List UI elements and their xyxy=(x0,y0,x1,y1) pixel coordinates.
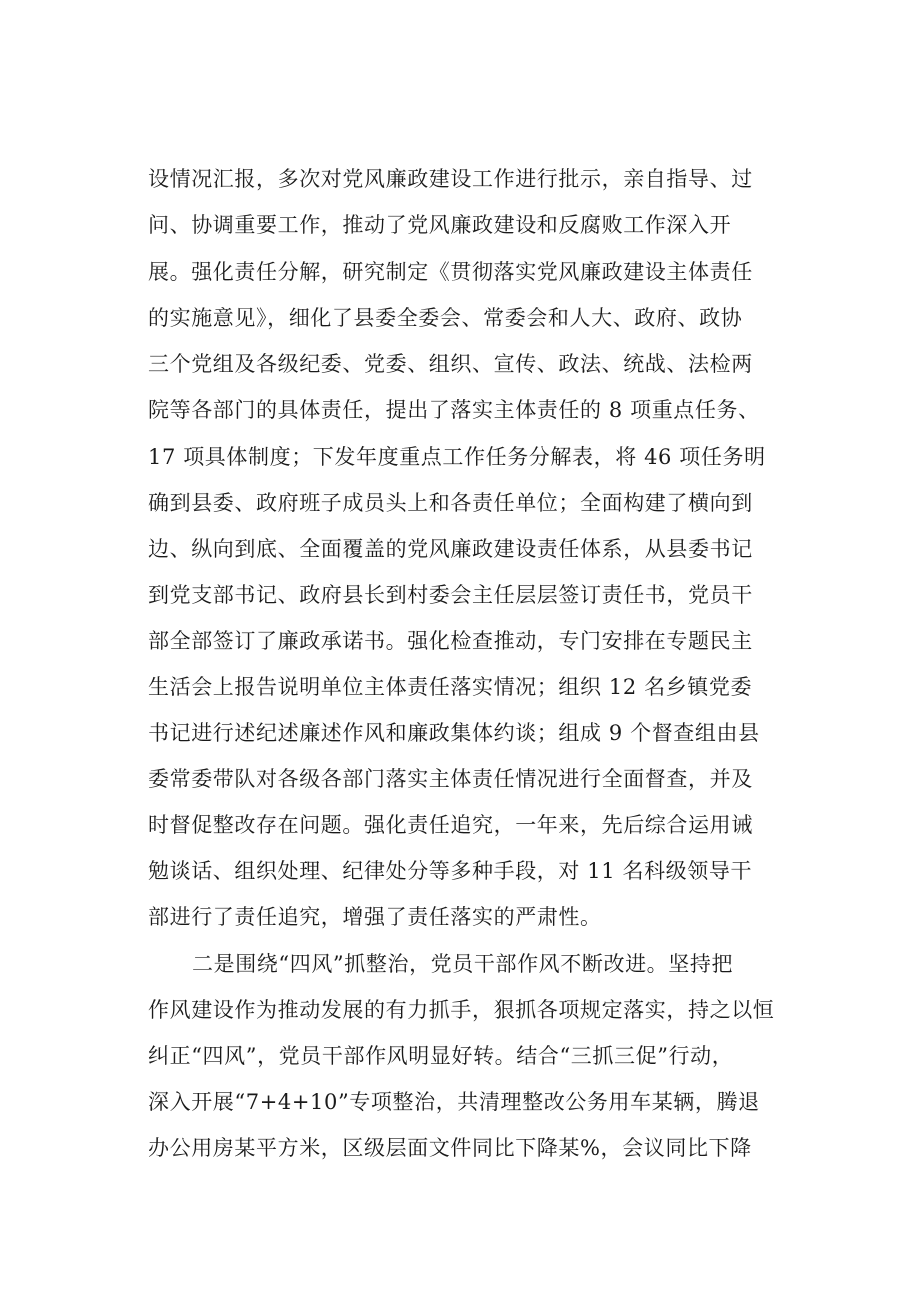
paragraph-1-line-9: 边、纵向到底、全面覆盖的党风廉政建设责任体系，从县委书记 xyxy=(148,537,753,561)
paragraph-2-line-4: 深入开展“7+4+10”专项整治，共清理整改公务用车某辆，腾退 xyxy=(148,1090,760,1114)
paragraph-1-line-4: 的实施意见》，细化了县委全委会、常委会和人大、政府、政协 xyxy=(148,306,743,330)
paragraph-1-line-6: 院等各部门的具体责任，提出了落实主体责任的 8 项重点任务、 xyxy=(148,398,760,422)
paragraph-1-line-11: 部全部签订了廉政承诺书。强化检查推动，专门安排在专题民主 xyxy=(148,629,753,653)
paragraph-1-line-10: 到党支部书记、政府县长到村委会主任层层签订责任书，党员干 xyxy=(148,583,753,607)
paragraph-1-line-3: 展。强化责任分解，研究制定《贯彻落实党风廉政建设主体责任 xyxy=(148,260,753,284)
paragraph-1-line-8: 确到县委、政府班子成员头上和各责任单位；全面构建了横向到 xyxy=(148,491,753,515)
paragraph-1-line-15: 时督促整改存在问题。强化责任追究，一年来，先后综合运用诫 xyxy=(148,813,753,837)
paragraph-1-line-5: 三个党组及各级纪委、党委、组织、宣传、政法、统战、法检两 xyxy=(148,352,753,376)
paragraph-2-line-2: 作风建设作为推动发展的有力抓手，狠抓各项规定落实，持之以恒 xyxy=(148,998,775,1022)
paragraph-1-line-1: 设情况汇报，多次对党风廉政建设工作进行批示，亲自指导、过 xyxy=(148,167,753,191)
paragraph-1-line-13: 书记进行述纪述廉述作风和廉政集体约谈；组成 9 个督查组由县 xyxy=(148,721,760,745)
paragraph-1-line-12: 生活会上报告说明单位主体责任落实情况；组织 12 名乡镇党委 xyxy=(148,675,753,699)
paragraph-1-line-14: 委常委带队对各级各部门落实主体责任情况进行全面督查，并及 xyxy=(148,767,753,791)
paragraph-2-line-5: 办公用房某平方米，区级层面文件同比下降某%，会议同比下降 xyxy=(148,1136,752,1160)
paragraph-1-line-2: 问、协调重要工作，推动了党风廉政建设和反腐败工作深入开 xyxy=(148,213,732,237)
paragraph-2-line-3: 纠正“四风”，党员干部作风明显好转。结合“三抓三促”行动， xyxy=(148,1044,734,1068)
paragraph-1-line-7: 17 项具体制度；下发年度重点工作任务分解表，将 46 项任务明 xyxy=(148,445,766,469)
paragraph-1-line-17: 部进行了责任追究，增强了责任落实的严肃性。 xyxy=(148,905,602,929)
paragraph-1-line-16: 勉谈话、组织处理、纪律处分等多种手段，对 11 名科级领导干 xyxy=(148,859,753,883)
paragraph-2-line-1: 二是围绕“四风”抓整治，党员干部作风不断改进。坚持把 xyxy=(192,952,734,976)
